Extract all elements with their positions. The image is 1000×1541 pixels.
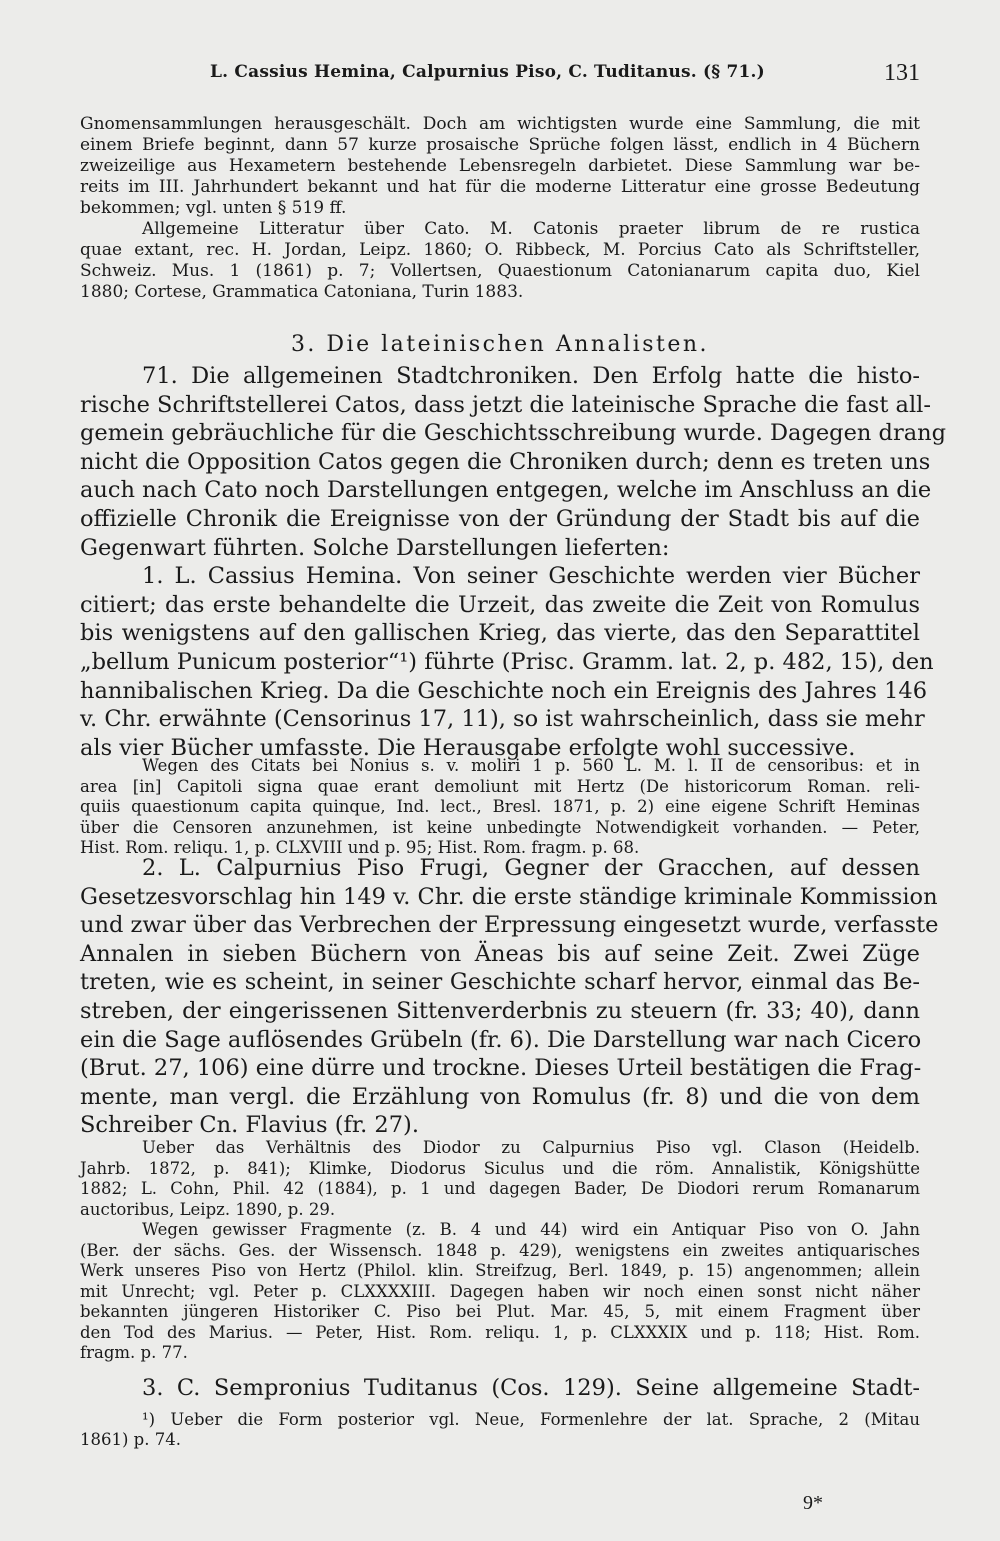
cato-paragraph [80, 114, 920, 303]
text-line: 2. L. Calpurnius Piso Frugi, Gegner der Gracchen, auf dessen [142, 855, 920, 881]
text-line: Gegenwart führten. Solche Darstellungen lieferten: [80, 534, 670, 561]
text-line: 1861) p. 74. [80, 1430, 181, 1449]
text-line: auctoribus, Leipz. 1890, p. 29. [80, 1199, 336, 1219]
text-line: nicht die Opposition Catos gegen die Chroniken durch; denn es treten uns [80, 448, 931, 475]
text-line: offizielle Chronik die Ereignisse von der Gründung der Stadt bis auf die [80, 505, 920, 532]
running-title: L. Cassius Hemina, Calpurnius Piso, C. Tuditanus. (§ 71.) [210, 62, 765, 82]
signature-mark: 9* [803, 1492, 823, 1514]
text-line: reits im III. Jahrhundert bekannt und hat für die moderne Litteratur eine grosse Bedeutung [80, 177, 920, 197]
page-header [80, 62, 920, 92]
text-line: bis wenigstens auf den gallischen Krieg, das vierte, das den Separattitel [80, 620, 920, 647]
text-line: einem Briefe beginnt, dann 57 kurze prosaische Sprüche folgen lässt, endlich in 4 Büchern [80, 135, 920, 155]
text-line: Werk unseres Piso von Hertz (Philol. klin. Streifzug, Berl. 1849, p. 15) angenommen; allein [80, 1261, 920, 1280]
text-line: Schweiz. Mus. 1 (1861) p. 7; Vollertsen, Quaestionum Catonianarum capita duo, Kiel [80, 261, 920, 281]
footnote [80, 1410, 920, 1450]
text-line: hannibalischen Krieg. Da die Geschichte noch ein Ereignis des Jahres 146 [80, 677, 928, 704]
text-line: Gesetzesvorschlag hin 149 v. Chr. die erste ständige kriminale Kommission [80, 883, 938, 910]
text-line: area [in] Capitoli signa quae erant demoliunt mit Hertz (De historicorum Roman. reli- [80, 776, 920, 796]
text-line: auch nach Cato noch Darstellungen entgegen, welche im Anschluss an die [80, 477, 932, 504]
text-line: 1882; L. Cohn, Phil. 42 (1884), p. 1 und dagegen Bader, De Diodori rerum Romanarum [80, 1179, 920, 1198]
text-line: Ueber das Verhältnis des Diodor zu Calpurnius Piso vgl. Clason (Heidelb. [142, 1138, 920, 1157]
text-line: treten, wie es scheint, in seiner Geschichte scharf hervor, einmal das Be- [80, 969, 920, 996]
piso-paragraph [80, 854, 939, 1140]
text-line: den Tod des Marius. — Peter, Hist. Rom. reliqu. 1, p. CLXXXIX und p. 118; Hist. Rom. [80, 1322, 920, 1342]
text-line: (Brut. 27, 106) eine dürre und trockne. Dieses Urteil bestätigen die Frag- [80, 1055, 922, 1082]
text-line: mit Unrecht; vgl. Peter p. CLXXXXIII. Dagegen haben wir noch einen sonst nicht näher [80, 1281, 920, 1301]
text-line: Annalen in sieben Büchern von Äneas bis auf seine Zeit. Zwei Züge [80, 940, 920, 967]
text-line: Wegen gewisser Fragmente (z. B. 4 und 44) wird ein Antiquar Piso von O. Jahn [142, 1220, 920, 1239]
text-line: Allgemeine Litteratur über Cato. M. Catonis praeter librum de re rustica [142, 219, 920, 239]
text-line: 1880; Cortese, Grammatica Catoniana, Turin 1883. [80, 282, 524, 302]
section-heading: 3. Die lateinischen Annalisten. [290, 332, 710, 357]
page-number: 131 [884, 60, 920, 86]
text-line: ¹) Ueber die Form posterior vgl. Neue, Formenlehre der lat. Sprache, 2 (Mitau [142, 1410, 920, 1429]
text-line: ein die Sage auflösendes Grübeln (fr. 6). Die Darstellung war nach Cicero [80, 1026, 922, 1053]
text-line: Wegen des Citats bei Nonius s. v. moliri 1 p. 560 L. M. l. II de censoribus: et in [142, 756, 920, 775]
text-line: (Ber. der sächs. Ges. der Wissensch. 1848 p. 429), wenigstens ein zweites antiquarisches [80, 1240, 920, 1260]
text-line: Schreiber Cn. Flavius (fr. 27). [80, 1112, 419, 1139]
text-line: quiis quaestionum capita quinque, Ind. lect., Bresl. 1871, p. 2) eine eigene Schrift Heminas [80, 797, 920, 816]
section-71-text [80, 362, 947, 762]
tuditanus-paragraph [80, 1374, 920, 1403]
text-line: gemein gebräuchliche für die Geschichtsschreibung wurde. Dagegen drang [80, 420, 947, 447]
text-line: v. Chr. erwähnte (Censorinus 17, 11), so ist wahrscheinlich, dass sie mehr [80, 706, 925, 733]
text-line: Jahrb. 1872, p. 841); Klimke, Diodorus Siculus und die röm. Annalistik, Königshütte [80, 1158, 920, 1178]
text-line: bekommen; vgl. unten § 519 ff. [80, 198, 347, 218]
text-line: citiert; das erste behandelte die Urzeit, das zweite die Zeit von Romulus [80, 591, 920, 618]
text-line: Gnomensammlungen herausgeschält. Doch am wichtigsten wurde eine Sammlung, die mit [80, 114, 920, 134]
text-line: „bellum Punicum posterior“¹) führte (Prisc. Gramm. lat. 2, p. 482, 15), den [80, 648, 934, 675]
text-line: rische Schriftstellerei Catos, dass jetzt die lateinische Sprache die fast all- [80, 391, 931, 418]
text-line: 1. L. Cassius Hemina. Von seiner Geschichte werden vier Bücher [142, 563, 920, 590]
text-line: quae extant, rec. H. Jordan, Leipz. 1860; O. Ribbeck, M. Porcius Cato als Schriftsteller, [80, 240, 920, 260]
text-line: als vier Bücher umfasste. Die Herausgabe erfolgte wohl successive. [80, 734, 856, 761]
piso-notes [80, 1138, 920, 1364]
text-line: mente, man vergl. die Erzählung von Romulus (fr. 8) und die von dem [80, 1083, 920, 1110]
text-line: und zwar über das Verbrechen der Erpressung eingesetzt wurde, verfasste [80, 912, 939, 939]
text-line: Hist. Rom. reliqu. 1, p. CLXVIII und p. 95; Hist. Rom. fragm. p. 68. [80, 838, 640, 857]
text-line: 3. C. Sempronius Tuditanus (Cos. 129). Seine allgemeine Stadt- [142, 1375, 920, 1401]
hemina-note [80, 756, 920, 859]
text-line: 71. Die allgemeinen Stadtchroniken. Den Erfolg hatte die histo- [142, 363, 920, 389]
text-line: über die Censoren anzunehmen, ist keine unbedingte Notwendigkeit vorhanden. — Peter, [80, 817, 920, 837]
text-line: streben, der eingerissenen Sittenverderbnis zu steuern (fr. 33; 40), dann [80, 997, 920, 1024]
text-line: zweizeilige aus Hexametern bestehende Lebensregeln darbietet. Diese Sammlung war be- [80, 156, 920, 176]
text-line: bekannten jüngeren Historiker C. Piso bei Plut. Mar. 45, 5, mit einem Fragment über [80, 1302, 920, 1321]
text-line: fragm. p. 77. [80, 1343, 188, 1362]
